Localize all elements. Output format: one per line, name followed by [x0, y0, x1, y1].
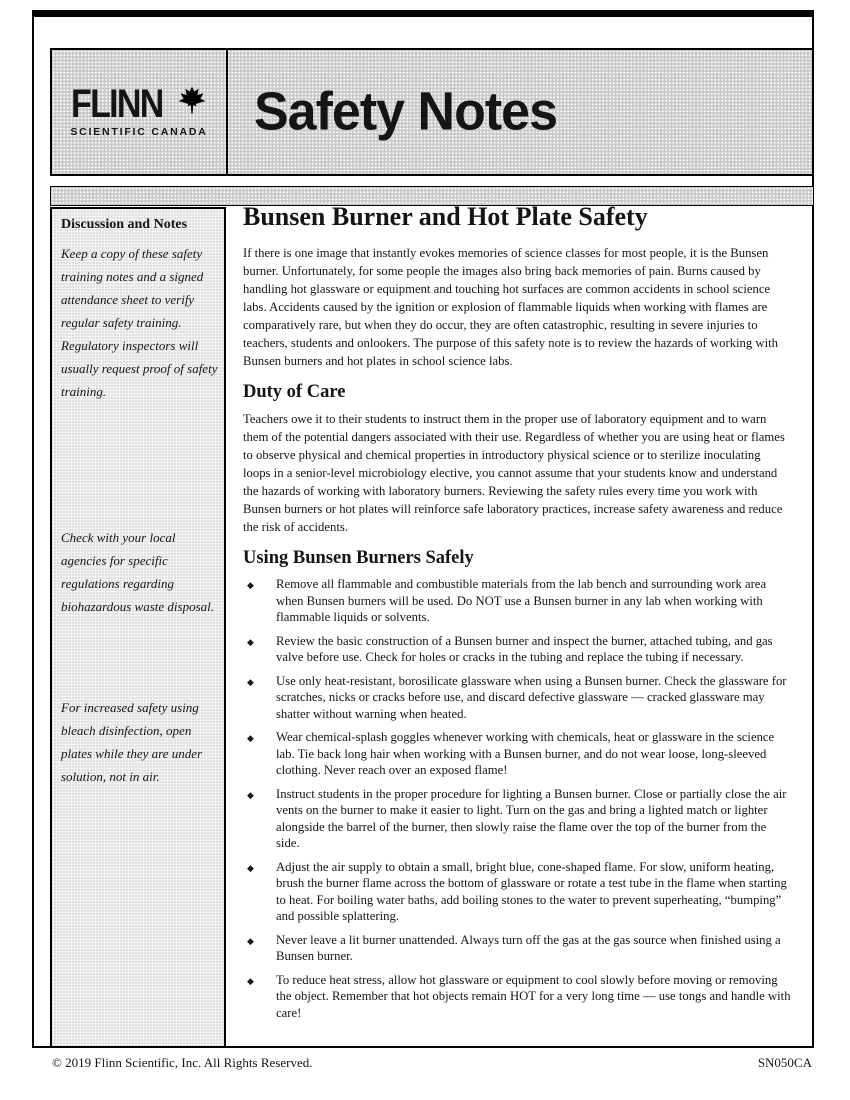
section-heading-duty-of-care: Duty of Care [243, 382, 346, 402]
bullet-item [243, 859, 791, 925]
bullet-text: Wear chemical-splash goggles whenever working with chemicals, heat or glassware in the science lab. Tie back long hair when working with a Bunsen burner, and do not wear loose, long-sleeved clothing. Never reach over an exposed flame! [276, 730, 775, 777]
bullet-text: Never leave a lit burner unattended. Always turn off the gas at the gas source when finished using a Bunsen burner. [276, 932, 781, 963]
bullet-item [243, 673, 791, 723]
bullet-text: Review the basic construction of a Bunsen burner and inspect the burner, attached tubing, and gas valve before use. Check for holes or cracks in the tubing and replace the tubing if necessary. [276, 633, 773, 664]
bullet-item [243, 729, 791, 779]
sidebar-heading: Discussion and Notes [61, 217, 188, 232]
logo-subtitle: SCIENTIFIC CANADA [70, 126, 208, 138]
bullet-item [243, 576, 791, 626]
intro-paragraph: If there is one image that instantly evokes memories of science classes for most people, it is the Bunsen burner. Unfortunately, for some people the images also bring back memories of pain. Burns caused by handling hot glassware or equipment and touching hot surfaces are common accidents in school science labs. Accidents caused by the ignition or explosion of flammable liquids when working with flames are comparatively rare, but when they do occur, they are often catastrophic, resulting in severe injuries to teachers, students and onlookers. The purpose of this safety note is to review the hazards of working with Bunsen burners and hot plates in school science labs. [243, 246, 778, 368]
bullet-text: Remove all flammable and combustible materials from the lab bench and surrounding work area when Bunsen burners will be used. Do NOT use a Bunsen burner in any lab when working with flammable liquids or solvents. [276, 577, 767, 624]
bullet-text: To reduce heat stress, allow hot glassware or equipment to cool slowly before moving or removing the object. Remember that hot objects remain HOT for a very long time — use tongs and handle with care! [276, 972, 791, 1020]
document-code: SN050CA [757, 1055, 812, 1070]
flinn-logo [52, 50, 228, 174]
maple-leaf-icon [177, 86, 207, 121]
bullet-text: Adjust the air supply to obtain a small, bright blue, cone-shaped flame. For slow, uniform heating, brush the burner flame across the bottom of glassware or rotate a test tube in the flame when starting to heat. For boiling water baths, add boiling stones to the water to prevent superheating, “bumping” and possible splattering. [276, 859, 787, 923]
bullet-text: Use only heat-resistant, borosilicate glassware when using a Bunsen burner. Check the glassware for scratches, nicks or cracks before use, and discard defective glassware — cracked glassware may shatter without warning when heated. [276, 673, 787, 721]
sidebar [50, 207, 226, 1048]
diamond-bullet-icon: ◆ [247, 637, 254, 648]
footer-copyright: © 2019 Flinn Scientific, Inc. All Rights Reserved. [52, 1055, 313, 1070]
article-title: Bunsen Burner and Hot Plate Safety [243, 202, 648, 231]
diamond-bullet-icon: ◆ [247, 936, 254, 947]
bullet-item [243, 786, 791, 852]
diamond-bullet-icon: ◆ [247, 863, 254, 874]
diamond-bullet-icon: ◆ [247, 677, 254, 688]
logo-name: FLINN [71, 82, 163, 126]
bullet-list [243, 576, 791, 1021]
main-content [243, 202, 791, 1028]
bullet-item [243, 633, 791, 666]
diamond-bullet-icon: ◆ [247, 790, 254, 801]
sidebar-note: Keep a copy of these safety training notes and a signed attendance sheet to verify regular safety training. Regulatory inspectors will usually request proof of safety training. [61, 246, 218, 399]
bullet-text: Instruct students in the proper procedure for lighting a Bunsen burner. Close or partially close the air vents on the burner to make it easier to light. Turn on the gas and bring a lighted match or lighter alongside the barrel of the burner, then slowly raise the flame over the top of the burner from the side. [276, 786, 787, 850]
bullet-item [243, 972, 791, 1022]
diamond-bullet-icon: ◆ [247, 581, 254, 591]
bullet-item [243, 932, 791, 965]
header-band [50, 48, 814, 176]
duty-of-care-paragraph: Teachers owe it to their students to instruct them in the proper use of laboratory equipment and to warn them of the potential dangers associated with their use. Regardless of whether you are using heat or flames to observe physical and chemical properties in introductory physical science or to sterilize inoculating loops in a senior-level microbiology elective, you cannot assume that your students know and understand the hazards of working with laboratory burners. Reviewing the safety rules every time you work with Bunsen burners or hot plates will reinforce safe laboratory practices, increase safety awareness and reduce the risk of accidents. [243, 412, 785, 534]
sidebar-note: Check with your local agencies for specific regulations regarding biohazardous waste disposal. [61, 530, 215, 614]
sidebar-note: For increased safety using bleach disinfection, open plates while they are under solution, not in air. [61, 700, 203, 784]
section-heading-using-bunsen-burners: Using Bunsen Burners Safely [243, 548, 474, 568]
logo-row [71, 82, 207, 126]
page-title: Safety Notes [254, 81, 557, 143]
diamond-bullet-icon: ◆ [247, 734, 254, 744]
diamond-bullet-icon: ◆ [247, 976, 254, 987]
